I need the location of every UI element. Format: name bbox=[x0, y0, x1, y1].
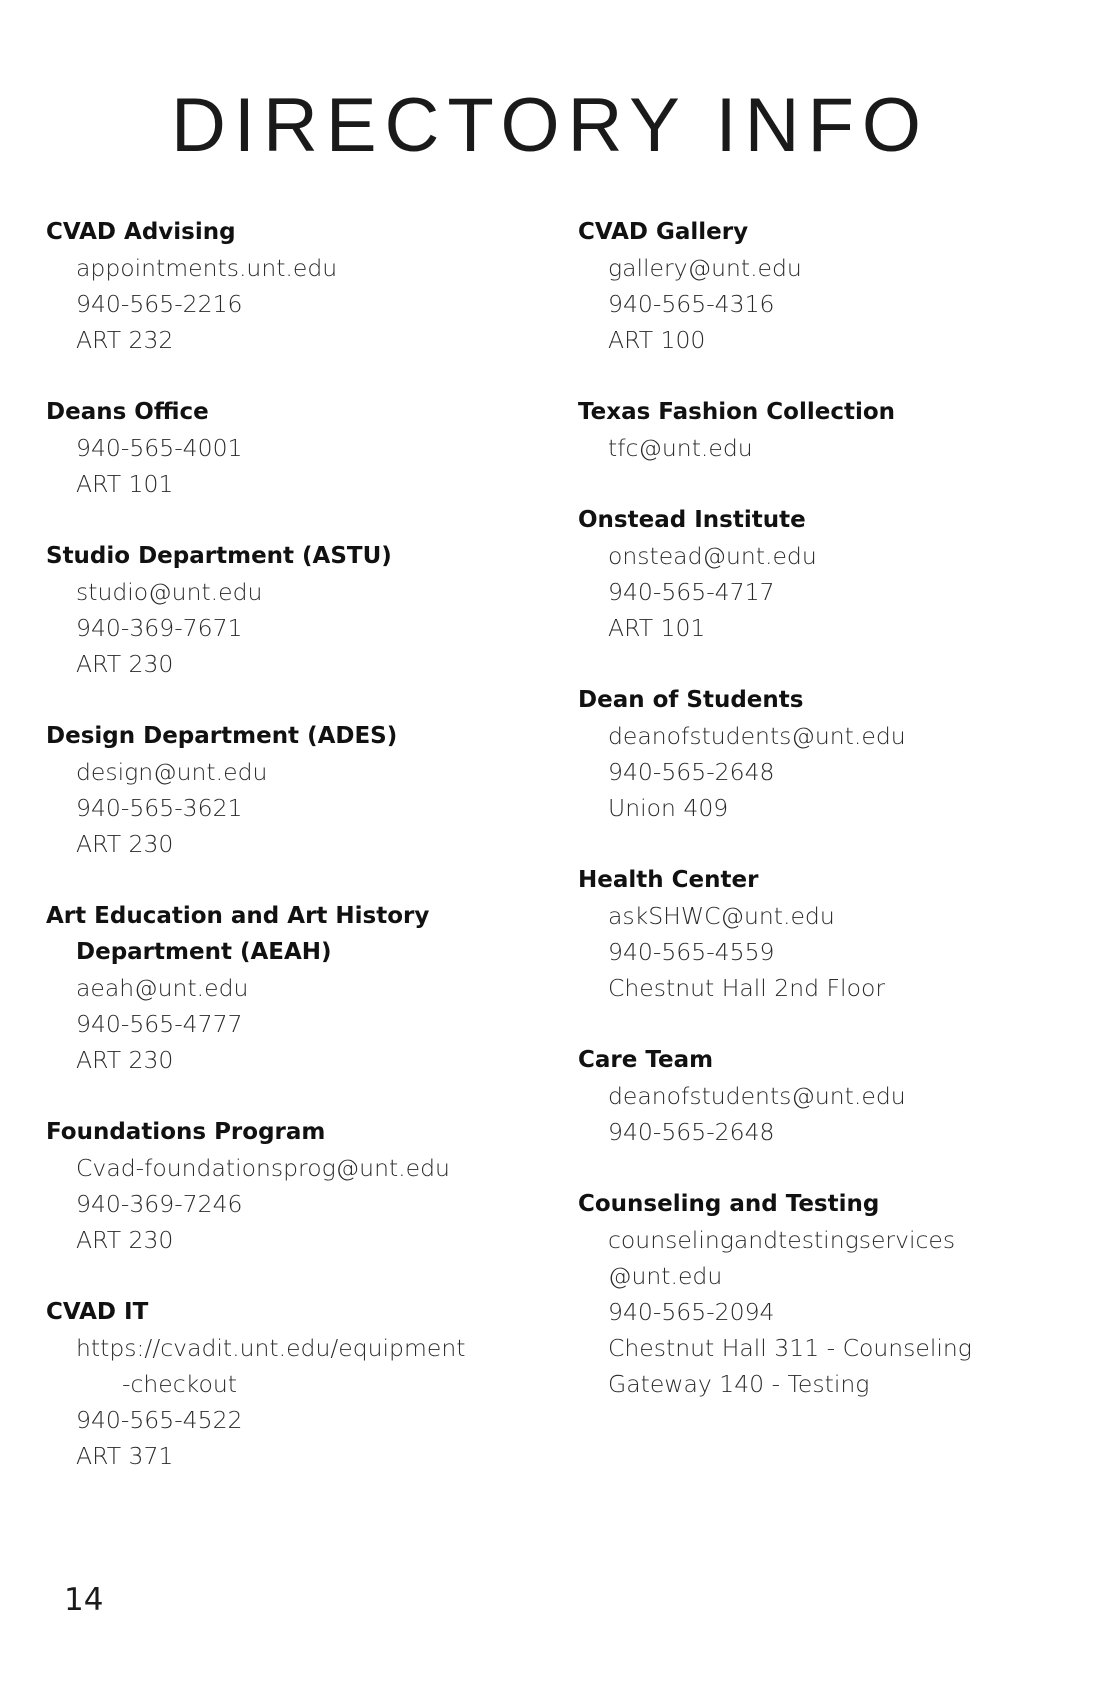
entry-phone: 940-565-4777 bbox=[76, 1010, 243, 1038]
entry-phone: 940-565-3621 bbox=[76, 794, 243, 822]
entry-phone: 940-565-2648 bbox=[608, 1118, 775, 1146]
page-number: 14 bbox=[64, 1582, 104, 1618]
left-column bbox=[46, 214, 566, 1510]
entry-phone: 940-565-4559 bbox=[608, 938, 775, 966]
entry-email[interactable]: deanofstudents@unt.edu bbox=[608, 722, 906, 750]
entry-email[interactable]: design@unt.edu bbox=[76, 758, 268, 786]
entry-name: CVAD IT bbox=[46, 1299, 149, 1325]
entry-location: ART 101 bbox=[608, 614, 706, 642]
entry-name-continued: Department (AEAH) bbox=[76, 939, 332, 965]
directory-entry-texas-fashion-collection bbox=[578, 394, 1098, 466]
directory-entry-deans-office bbox=[46, 394, 566, 502]
entry-email[interactable]: studio@unt.edu bbox=[76, 578, 263, 606]
entry-phone: 940-565-4522 bbox=[76, 1406, 243, 1434]
entry-location-secondary: Gateway 140 - Testing bbox=[608, 1370, 870, 1398]
entry-phone: 940-565-4717 bbox=[608, 578, 775, 606]
page-title: DIRECTORY INFO bbox=[170, 83, 930, 168]
directory-entry-dean-of-students bbox=[578, 682, 1098, 826]
right-column bbox=[578, 214, 1098, 1438]
directory-entry-health-center bbox=[578, 862, 1098, 1006]
entry-phone: 940-369-7246 bbox=[76, 1190, 243, 1218]
directory-entry-cvad-gallery bbox=[578, 214, 1098, 358]
entry-email[interactable]: deanofstudents@unt.edu bbox=[608, 1082, 906, 1110]
entry-location: ART 230 bbox=[76, 830, 174, 858]
entry-location: ART 232 bbox=[76, 326, 174, 354]
entry-phone: 940-565-4316 bbox=[608, 290, 775, 318]
directory-entry-care-team bbox=[578, 1042, 1098, 1150]
entry-email[interactable]: gallery@unt.edu bbox=[608, 254, 802, 282]
entry-name: Texas Fashion Collection bbox=[578, 399, 896, 425]
directory-entry-counseling-and-testing bbox=[578, 1186, 1098, 1402]
entry-email[interactable]: tfc@unt.edu bbox=[608, 434, 753, 462]
entry-name: Foundations Program bbox=[46, 1119, 326, 1145]
directory-entry-studio-department bbox=[46, 538, 566, 682]
entry-location: ART 100 bbox=[608, 326, 706, 354]
entry-name: Onstead Institute bbox=[578, 507, 806, 533]
entry-location: ART 371 bbox=[76, 1442, 174, 1470]
entry-location: ART 230 bbox=[76, 1046, 174, 1074]
entry-name: Care Team bbox=[578, 1047, 714, 1073]
entry-phone: 940-565-2648 bbox=[608, 758, 775, 786]
entry-location: Chestnut Hall 311 - Counseling bbox=[608, 1334, 972, 1362]
directory-entry-cvad-it bbox=[46, 1294, 566, 1474]
entry-email-continued[interactable]: @unt.edu bbox=[608, 1262, 723, 1290]
entry-name: CVAD Gallery bbox=[578, 219, 749, 245]
entry-location: Union 409 bbox=[608, 794, 729, 822]
entry-website[interactable]: appointments.unt.edu bbox=[76, 254, 338, 282]
entry-location: Chestnut Hall 2nd Floor bbox=[608, 974, 885, 1002]
entry-phone: 940-369-7671 bbox=[76, 614, 243, 642]
entry-name: Art Education and Art History bbox=[46, 903, 430, 929]
entry-name: Deans Office bbox=[46, 399, 209, 425]
directory-entry-art-education-art-history bbox=[46, 898, 566, 1078]
entry-name: Design Department (ADES) bbox=[46, 723, 398, 749]
directory-entry-onstead-institute bbox=[578, 502, 1098, 646]
entry-email[interactable]: askSHWC@unt.edu bbox=[608, 902, 835, 930]
entry-website[interactable]: https://cvadit.unt.edu/equipment bbox=[76, 1334, 466, 1362]
directory-entry-cvad-advising bbox=[46, 214, 566, 358]
entry-website-continued[interactable]: -checkout bbox=[122, 1370, 237, 1398]
entry-name: Health Center bbox=[578, 867, 759, 893]
entry-name: CVAD Advising bbox=[46, 219, 236, 245]
directory-entry-foundations-program bbox=[46, 1114, 566, 1258]
entry-email[interactable]: aeah@unt.edu bbox=[76, 974, 249, 1002]
entry-phone: 940-565-2094 bbox=[608, 1298, 775, 1326]
entry-location: ART 230 bbox=[76, 650, 174, 678]
entry-phone: 940-565-4001 bbox=[76, 434, 243, 462]
entry-name: Dean of Students bbox=[578, 687, 804, 713]
entry-email[interactable]: Cvad-foundationsprog@unt.edu bbox=[76, 1154, 450, 1182]
entry-email[interactable]: onstead@unt.edu bbox=[608, 542, 817, 570]
entry-location: ART 230 bbox=[76, 1226, 174, 1254]
entry-location: ART 101 bbox=[76, 470, 174, 498]
entry-name: Studio Department (ASTU) bbox=[46, 543, 392, 569]
directory-entry-design-department bbox=[46, 718, 566, 862]
entry-name: Counseling and Testing bbox=[578, 1191, 880, 1217]
entry-phone: 940-565-2216 bbox=[76, 290, 243, 318]
entry-email[interactable]: counselingandtestingservices bbox=[608, 1226, 956, 1254]
